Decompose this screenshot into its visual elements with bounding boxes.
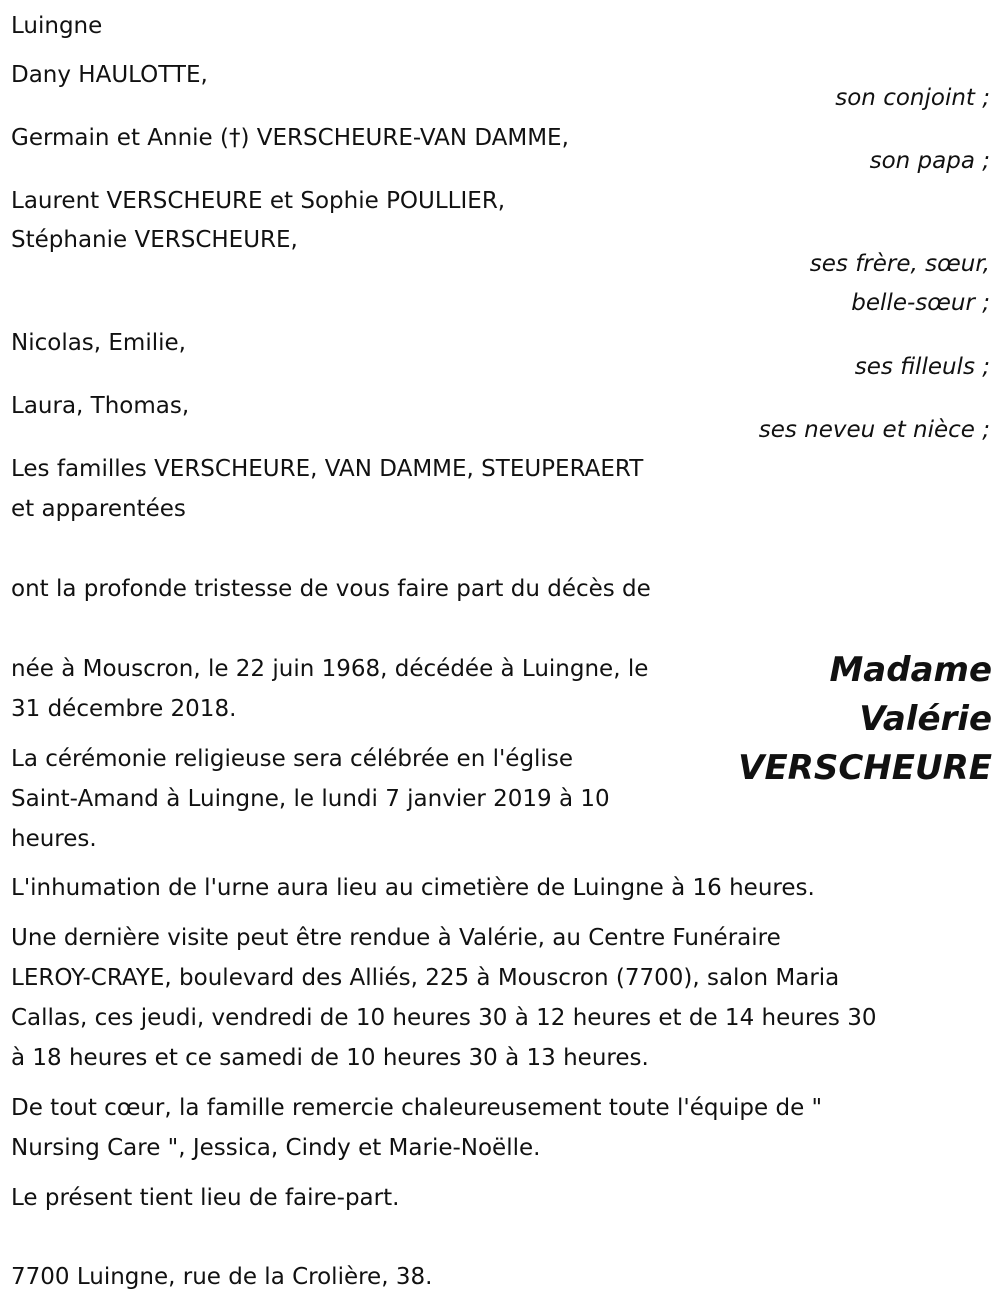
- family-role: ses filleuls ;: [854, 354, 990, 380]
- birth-death-line: née à Mouscron, le 22 juin 1968, décédée à Luingne, le: [11, 656, 649, 682]
- family-name-line: Dany HAULOTTE,: [11, 62, 208, 88]
- family-name-line: et apparentées: [11, 496, 186, 522]
- burial-line: L'inhumation de l'urne aura lieu au cimetière de Luingne à 16 heures.: [11, 875, 815, 901]
- ceremony-line: La cérémonie religieuse sera célébrée en l'église: [11, 746, 573, 772]
- family-name-line: Laurent VERSCHEURE et Sophie POULLIER,: [11, 188, 506, 214]
- deceased-title: Madame: [829, 650, 992, 690]
- family-role: ses frère, sœur,: [809, 251, 990, 277]
- cross-icon: †: [229, 125, 241, 151]
- ceremony-line: heures.: [11, 826, 97, 852]
- birth-death-line: 31 décembre 2018.: [11, 696, 237, 722]
- family-name-line: Laura, Thomas,: [11, 393, 190, 419]
- thanks-line: Nursing Care ", Jessica, Cindy et Marie-Noëlle.: [11, 1135, 541, 1161]
- address: 7700 Luingne, rue de la Crolière, 38.: [11, 1264, 433, 1290]
- announcement: ont la profonde tristesse de vous faire part du décès de: [11, 576, 651, 602]
- visit-line: Callas, ces jeudi, vendredi de 10 heures 30 à 12 heures et de 14 heures 30: [11, 1005, 877, 1031]
- family-role: ses neveu et nièce ;: [758, 417, 990, 443]
- notice: Le présent tient lieu de faire-part.: [11, 1185, 400, 1211]
- family-role: belle-sœur ;: [851, 290, 990, 316]
- family-role: son conjoint ;: [835, 85, 990, 111]
- family-name-line: Les familles VERSCHEURE, VAN DAMME, STEUPERAERT: [11, 456, 644, 482]
- deceased-last-name: VERSCHEURE: [738, 748, 992, 788]
- deceased-name: [738, 646, 992, 793]
- family-role: son papa ;: [869, 148, 990, 174]
- deceased-first-name: Valérie: [859, 699, 992, 739]
- family-name-line: Germain et Annie (†) VERSCHEURE-VAN DAMME,: [11, 125, 569, 151]
- visit-line: à 18 heures et ce samedi de 10 heures 30 à 13 heures.: [11, 1045, 649, 1071]
- thanks-line: De tout cœur, la famille remercie chaleureusement toute l'équipe de ": [11, 1095, 823, 1121]
- location-header: Luingne: [11, 13, 103, 39]
- visit-line: Une dernière visite peut être rendue à Valérie, au Centre Funéraire: [11, 925, 781, 951]
- family-name-line: Nicolas, Emilie,: [11, 330, 186, 356]
- visit-line: LEROY-CRAYE, boulevard des Alliés, 225 à Mouscron (7700), salon Maria: [11, 965, 840, 991]
- ceremony-line: Saint-Amand à Luingne, le lundi 7 janvier 2019 à 10: [11, 786, 610, 812]
- family-name-line: Stéphanie VERSCHEURE,: [11, 227, 298, 253]
